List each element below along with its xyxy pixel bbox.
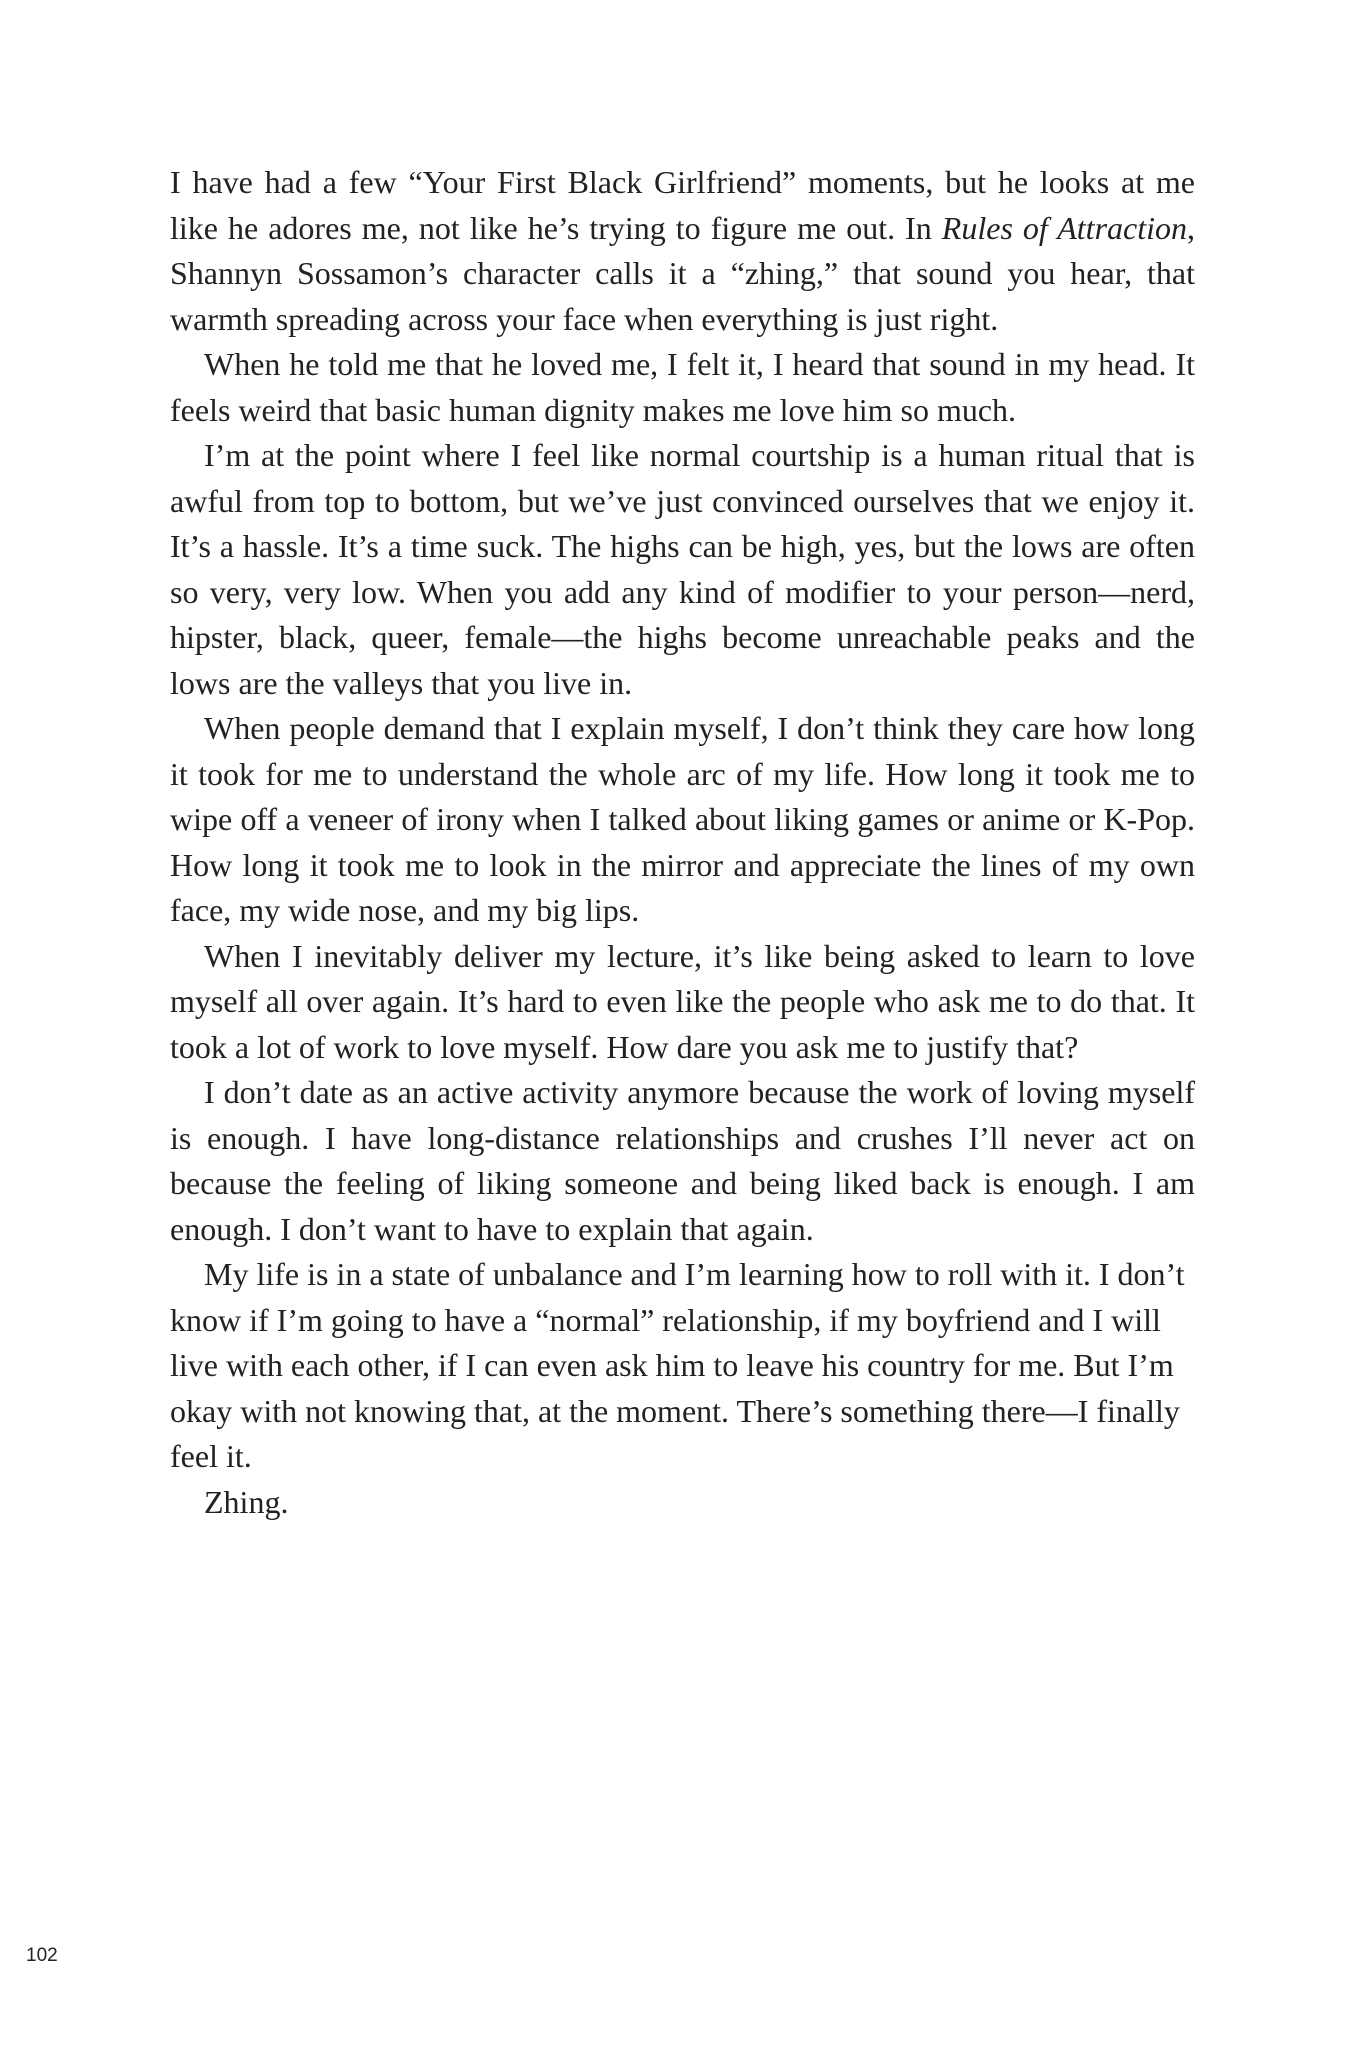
paragraph: When people demand that I explain myself, I don’t think they care how long it took for me to understand the whole arc of my life. How long it took me to wipe off a veneer of irony when I talked about liking games or anime or K-Pop. How long it took me to look in the mirror and appreciate the lines of my own face, my wide nose, and my big lips. bbox=[170, 710, 1195, 928]
paragraph: I’m at the point where I feel like normal courtship is a human ritual that is awful from top to bottom, but we’ve just convinced ourselves that we enjoy it. It’s a hassle. It’s a time suck. The highs can be high, yes, but the lows are often so very, very low. When you add any kind of modifier to your person—nerd, hipster, black, queer, female—the highs become unreachable peaks and the lows are the valleys that you live in. bbox=[170, 437, 1195, 701]
paragraph: My life is in a state of unbalance and I’m learning how to roll with it. I don’t know if I’m going to have a “normal” relationship, if my boyfriend and I will live with each other, if I can even ask him to leave his country for me. But I’m okay with not knowing that, at the moment. There’s something there—I finally feel it. bbox=[170, 1256, 1185, 1474]
body-text bbox=[170, 160, 1195, 1525]
paragraph-text: I have had a few “Your First Black Girlfriend” moments, but he looks at me like he adores me, not like he’s trying to figure me out. In bbox=[170, 164, 1195, 246]
paragraph bbox=[170, 160, 1195, 342]
paragraph: Zhing. bbox=[204, 1483, 289, 1520]
paragraph: When I inevitably deliver my lecture, it’s like being asked to learn to love myself all over again. It’s hard to even like the people who ask me to do that. It took a lot of work to love myself. How dare you ask me to justify that? bbox=[170, 937, 1195, 1065]
book-title-italic: Rules of Attraction bbox=[941, 209, 1187, 246]
paragraph: When he told me that he loved me, I felt it, I heard that sound in my head. It feels weird that basic human dignity makes me love him so much. bbox=[170, 346, 1195, 428]
paragraph: I don’t date as an active activity anymore because the work of loving myself is enough. I have long-distance relationships and crushes I’ll never act on because the feeling of liking someone and being liked back is enough. I am enough. I don’t want to have to explain that again. bbox=[170, 1074, 1195, 1247]
page-number: 102 bbox=[26, 1945, 58, 1966]
paragraph-text: , Shannyn Sossamon’s character calls it a “zhing,” that sound you hear, that warmth spreading across your face when everything is just right. bbox=[170, 209, 1195, 337]
